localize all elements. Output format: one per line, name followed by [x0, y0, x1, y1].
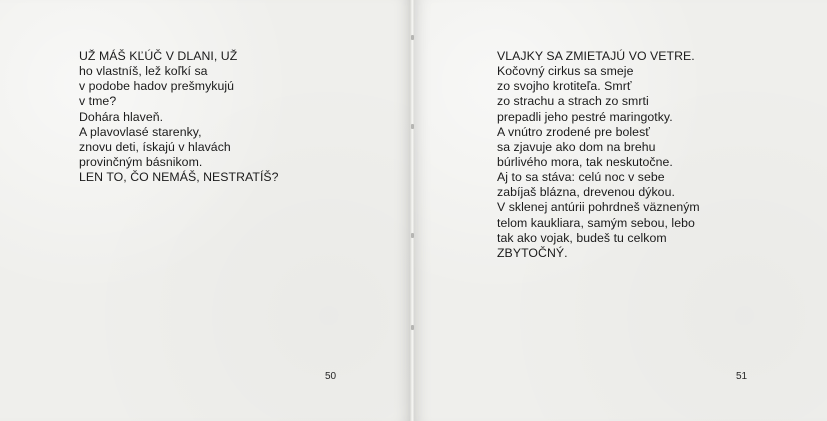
poem-line: v podobe hadov prešmykujú [79, 79, 235, 94]
poem-line: provinčným básnikom. [79, 154, 203, 169]
poem-line: UŽ MÁŠ KĽÚČ V DLANI, UŽ [79, 49, 238, 63]
page-number-left: 50 [325, 371, 337, 382]
poem-line: prepadli jeho pestré maringotky. [497, 109, 673, 124]
poem-line: zabíjaš blázna, drevenou dýkou. [497, 185, 675, 200]
poem-line: sa zjavuje ako dom na brehu [497, 139, 656, 154]
page-number-right: 51 [736, 371, 748, 382]
poem-line: ho vlastníš, lež koľkí sa [79, 64, 208, 79]
poem-line: ZBYTOČNÝ. [497, 245, 568, 260]
poem-line: búrlivého mora, tak neskutočne. [497, 154, 673, 169]
poem-line: A plavovlasé starenky, [79, 124, 202, 139]
right-poem [497, 49, 700, 261]
poem-line: v tme? [79, 94, 117, 109]
poem-line: znovu deti, ískajú v hlavách [79, 139, 231, 154]
poem-line: telom kaukliara, samým sebou, lebo [497, 215, 695, 230]
poem-line: Kočovný cirkus sa smeje [497, 64, 634, 79]
poem-line: LEN TO, ČO NEMÁŠ, NESTRATÍŠ? [79, 170, 279, 185]
left-page [0, 0, 411, 421]
poem-line: zo strachu a strach zo smrti [497, 94, 649, 109]
poem-line: zo svojho krotiteľa. Smrť [497, 79, 632, 94]
poem-line: VLAJKY SA ZMIETAJÚ VO VETRE. [497, 49, 695, 63]
poem-line: Aj to sa stáva: celú noc v sebe [497, 170, 665, 185]
poem-line: V sklenej antúrii pohrdneš väzneným [497, 200, 700, 215]
left-poem [79, 49, 279, 185]
poem-line: tak ako vojak, budeš tu celkom [497, 230, 667, 245]
right-page [414, 0, 827, 421]
poem-line: A vnútro zrodené pre bolesť [497, 124, 650, 139]
poem-line: Dohára hlaveň. [79, 109, 164, 124]
